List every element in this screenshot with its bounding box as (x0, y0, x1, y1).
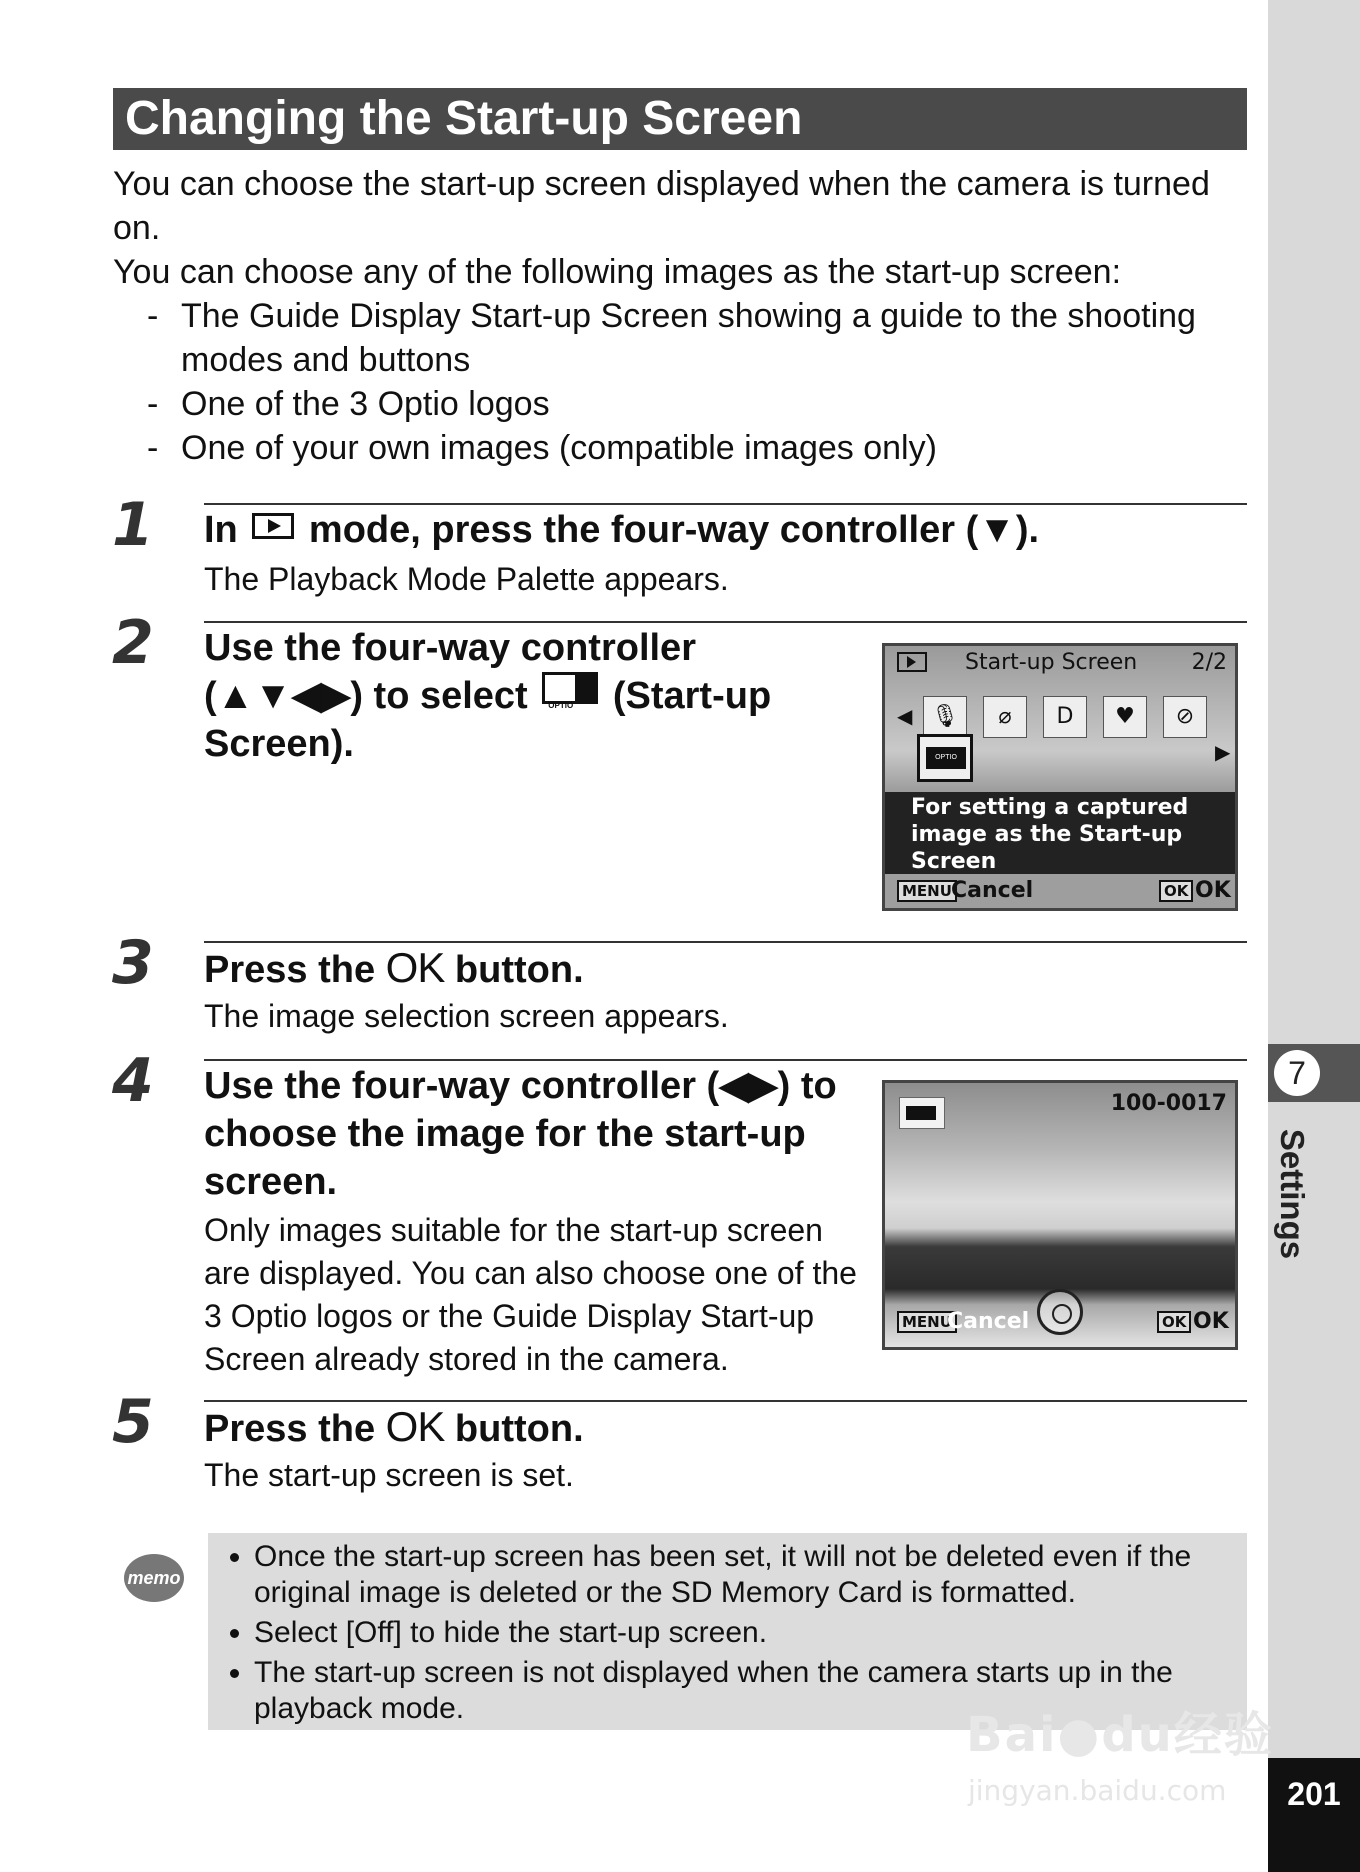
playback-icon (252, 513, 294, 539)
step-4-body: Only images suitable for the start-up screen are displayed. You can also choose one of the 3 Optio logos or the Guide Display Start-up Screen already stored in the camera. (204, 1212, 857, 1377)
list-item: • Once the start-up screen has been set, it will not be deleted even if the original image is deleted or the SD Memory Card is formatted. (254, 1539, 1227, 1611)
camera-screen-image-select (882, 1080, 1238, 1350)
cancel-label: Cancel (951, 878, 1034, 903)
startup-logo-icon (899, 1097, 945, 1129)
memo-icon (118, 1548, 186, 1604)
step-divider (204, 621, 1247, 623)
step-divider (204, 1400, 1247, 1402)
key-icon: ⌀ (983, 696, 1027, 738)
ok-button-glyph: OK (385, 1403, 445, 1450)
screen-title: Start-up Screen (965, 650, 1138, 675)
step-5-heading-b: button. (454, 1408, 584, 1450)
intro-list (113, 294, 1253, 470)
heart-frame-icon: ♥ (1103, 696, 1147, 738)
memo-bubble: memo (124, 1554, 184, 1602)
step-5-heading (204, 1403, 584, 1453)
list-item: - One of the 3 Optio logos (113, 382, 1253, 426)
step-1-heading-b: mode, press the four-way controller (▼). (308, 509, 1040, 551)
list-item: • Select [Off] to hide the start-up screen. (254, 1615, 1227, 1651)
step-4-heading: Use the four-way controller (◀▶) to choose the image for the start-up screen. (204, 1065, 837, 1203)
step-1-heading-a: In (204, 509, 238, 551)
ok-tag: OK (1159, 880, 1193, 902)
page-number: 201 (1268, 1758, 1360, 1872)
startup-screen-icon (542, 672, 598, 704)
step-3-heading-b: button. (454, 949, 584, 991)
camera-screen-palette (882, 643, 1238, 911)
menu-tag: MENU (897, 880, 957, 902)
chapter-number: 7 (1274, 1050, 1320, 1096)
step-3-heading (204, 944, 584, 994)
list-item: - One of your own images (compatible images only) (113, 426, 1253, 470)
four-way-controller-icon (1037, 1289, 1083, 1335)
section-title-bar (113, 88, 1247, 150)
optio-mini-logo: OPTIO (926, 747, 966, 769)
intro-text (113, 162, 1253, 470)
ok-tag: OK (1157, 1311, 1191, 1333)
step-number: 1 (112, 490, 154, 560)
step-3-body: The image selection screen appears. (204, 998, 729, 1034)
step-divider (204, 503, 1247, 505)
cancel-label: Cancel (947, 1309, 1030, 1334)
page-title: Changing the Start-up Screen (125, 92, 803, 145)
step-number: 2 (112, 608, 154, 678)
screen-bottom-bar (885, 874, 1235, 908)
mic-icon: 🎙 (923, 696, 967, 738)
intro-paragraph-1: You can choose the start-up screen displayed when the camera is turned on. (113, 165, 1210, 247)
step-5-heading-a: Press the (204, 1408, 376, 1450)
step-2-heading-a: Use the four-way controller (▲▼◀▶) to select (204, 627, 696, 717)
chapter-label (1272, 1120, 1312, 1270)
screen-description: For setting a captured image as the Start-up Screen (885, 792, 1235, 874)
screen-page: 2/2 (1191, 650, 1227, 675)
step-number: 5 (112, 1387, 154, 1457)
step-number: 3 (112, 928, 154, 998)
watermark-url: jingyan.baidu.com (968, 1774, 1227, 1807)
step-1-body: The Playback Mode Palette appears. (204, 561, 729, 597)
step-divider (204, 1059, 1247, 1061)
file-number: 100-0017 (1110, 1091, 1227, 1116)
ok-label: OK (1193, 1309, 1229, 1334)
step-divider (204, 941, 1247, 943)
watermark-logo: Bai●du经验 (966, 1707, 1274, 1763)
chapter-sidebar (1268, 0, 1360, 1872)
chapter-label-text: Settings (1274, 1128, 1311, 1260)
left-arrow-icon: ◀ (897, 706, 913, 728)
playback-mode-icon (897, 652, 927, 672)
step-1-heading (204, 506, 1039, 554)
no-camera-icon: ⊘ (1163, 696, 1207, 738)
step-3-heading-a: Press the (204, 949, 376, 991)
intro-paragraph-2: You can choose any of the following images as the start-up screen: (113, 253, 1122, 291)
ok-label: OK (1195, 878, 1231, 903)
step-2-heading (204, 624, 844, 768)
list-item: - The Guide Display Start-up Screen showing a guide to the shooting modes and buttons (113, 294, 1253, 382)
step-2-heading-b: (Start-up Screen). (204, 675, 772, 765)
step-5-body: The start-up screen is set. (204, 1457, 574, 1493)
ok-button-glyph: OK (385, 944, 445, 991)
list-item: • The start-up screen is not displayed when the camera starts up in the playback mode. (254, 1655, 1227, 1727)
right-arrow-icon: ▶ (1215, 742, 1231, 764)
selected-startup-icon (917, 734, 973, 782)
menu-tag: MENU (897, 1311, 957, 1333)
dpof-icon: D (1043, 696, 1087, 738)
step-number: 4 (112, 1046, 154, 1116)
